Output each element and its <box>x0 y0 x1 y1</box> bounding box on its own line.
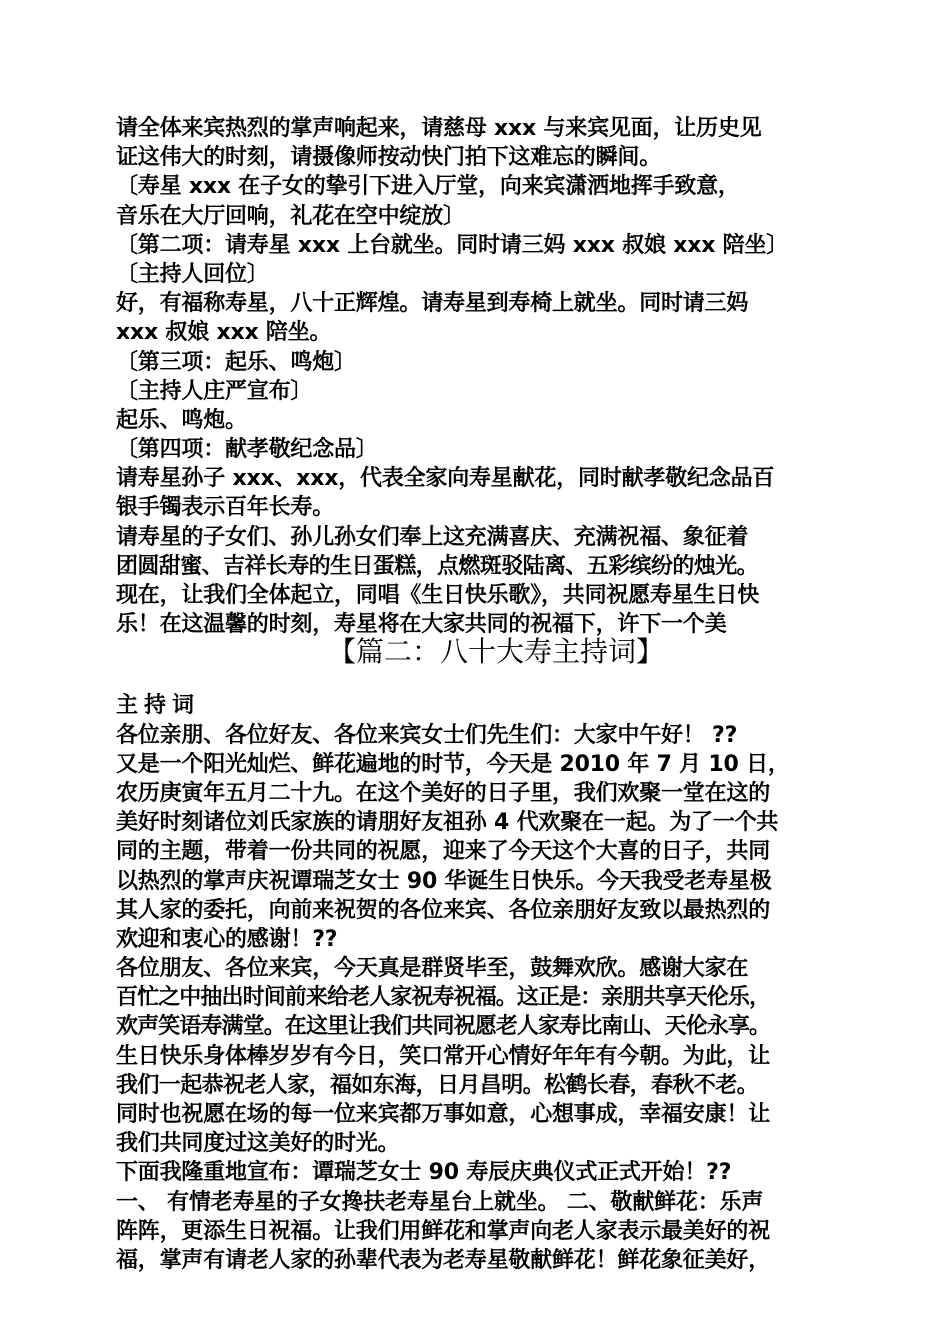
text-line: 乐！在这温馨的时刻，寿星将在大家共同的祝福下，许下一个美 <box>116 612 727 638</box>
section-title: 【篇二：八十大寿主持词】 <box>327 635 664 669</box>
text-line: 起乐、鸣炮。 <box>116 407 247 433</box>
text-line: 〔主持人庄严宣布〕 <box>116 378 313 404</box>
text-line: 〔第三项：起乐、鸣炮〕 <box>116 349 356 375</box>
text-line: 各位亲朋、各位好友、各位来宾女士们先生们：大家中午好！ ?? <box>116 722 738 748</box>
text-line: 证这伟大的时刻，请摄像师按动快门拍下这难忘的瞬间。 <box>116 145 662 171</box>
text-line: 〔主持人回位〕 <box>116 261 269 287</box>
text-line: 一、 有情老寿星的子女搀扶老寿星台上就坐。 二、敬献鲜花：乐声 <box>116 1189 764 1215</box>
text-line: xxx 叔娘 xxx 陪坐。 <box>116 320 332 346</box>
text-line: 阵阵，更添生日祝福。让我们用鲜花和掌声向老人家表示最美好的祝 <box>116 1218 771 1244</box>
text-line: 我们一起恭祝老人家，福如东海，日月昌明。松鹤长春，春秋不老。 <box>116 1072 759 1098</box>
text-line: 生日快乐身体棒岁岁有今日，笑口常开心情好年年有今朝。为此，让 <box>116 1043 771 1069</box>
spacer <box>116 669 846 691</box>
text-line: 欢迎和衷心的感谢！?? <box>116 926 338 952</box>
text-line: 农历庚寅年五月二十九。在这个美好的日子里，我们欢聚一堂在这的 <box>116 780 771 806</box>
text-line: 美好时刻诸位刘氏家族的请朋好友祖孙 4 代欢聚在一起。为了一个共 <box>116 810 779 836</box>
text-line: 〔第二项：请寿星 xxx 上台就坐。同时请三妈 xxx 叔娘 xxx 陪坐〕 <box>116 232 789 258</box>
text-line: 同的主题，带着一份共同的祝愿，迎来了今天这个大喜的日子，共同 <box>116 839 771 865</box>
text-line: 我们共同度过这美好的时光。 <box>116 1131 400 1157</box>
text-line: 〔寿星 xxx 在子女的挚引下进入厅堂，向来宾潇洒地挥手致意， <box>116 174 740 200</box>
text-line: 音乐在大厅回响，礼花在空中绽放〕 <box>116 203 465 229</box>
text-line: 百忙之中抽出时间前来给老人家祝寿祝福。这正是：亲朋共享天伦乐， <box>116 985 771 1011</box>
text-line: 又是一个阳光灿烂、鲜花遍地的时节，今天是 2010 年 7 月 10 日， <box>116 751 790 777</box>
text-line: 欢声笑语寿满堂。在这里让我们共同祝愿老人家寿比南山、天伦永享。 <box>116 1014 771 1040</box>
text-line: 下面我隆重地宣布：谭瑞芝女士 90 寿辰庆典仪式正式开始！?? <box>116 1160 732 1186</box>
text-line: 以热烈的掌声庆祝谭瑞芝女士 90 华诞生日快乐。今天我受老寿星极 <box>116 868 772 894</box>
document-body <box>116 114 846 1275</box>
text-line: 团圆甜蜜、吉祥长寿的生日蛋糕，点燃斑驳陆离、五彩缤纷的烛光。 <box>116 553 759 579</box>
text-line: 现在，让我们全体起立，同唱《生日快乐歌》，共同祝愿寿星生日快 <box>116 583 760 608</box>
text-line: 请寿星孙子 xxx、xxx，代表全家向寿星献花，同时献孝敬纪念品百 <box>116 466 775 492</box>
text-line: 其人家的委托，向前来祝贺的各位来宾、各位亲朋好友致以最热烈的 <box>116 897 771 923</box>
text-line: 福，掌声有请老人家的孙辈代表为老寿星敬献鲜花！鲜花象征美好， <box>116 1247 771 1273</box>
text-line: 请寿星的子女们、孙儿孙女们奉上这充满喜庆、充满祝福、象征着 <box>116 524 749 550</box>
text-line: 同时也祝愿在场的每一位来宾都万事如意，心想事成，幸福安康！让 <box>116 1102 771 1127</box>
text-line: 各位朋友、各位来宾，今天真是群贤毕至，鼓舞欢欣。感谢大家在 <box>116 956 749 982</box>
section-heading: 主持词 <box>116 693 201 719</box>
text-line: 请全体来宾热烈的掌声响起来，请慈母 xxx 与来宾见面，让历史见 <box>116 116 762 141</box>
text-line: 银手镯表示百年长寿。 <box>116 495 335 521</box>
text-line: 好，有福称寿星，八十正辉煌。请寿星到寿椅上就坐。同时请三妈 <box>116 291 749 317</box>
text-line: 〔第四项：献孝敬纪念品〕 <box>116 437 378 463</box>
